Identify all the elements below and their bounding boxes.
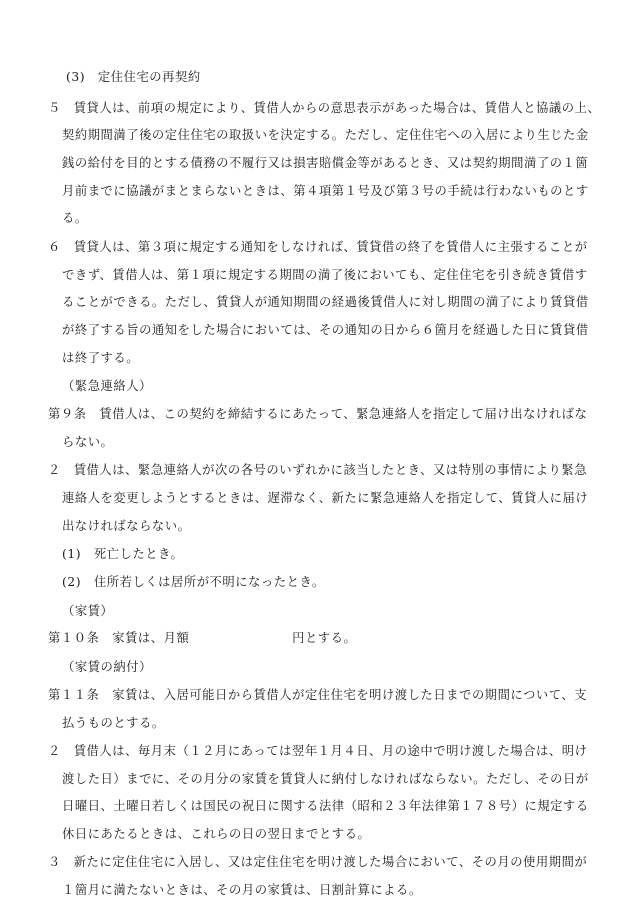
item-1-death: (1) 死亡したとき。 [62, 547, 184, 561]
item-3-heading: (3) 定住住宅の再契約 [66, 70, 201, 84]
article-10-line: 第１０条 家賃は、月額 円とする。 [48, 631, 357, 645]
para-6-line-1: ６ 賃貸人は、第３項に規定する通知をしなければ、賃貸借の終了を賃借人に主張することが [48, 240, 588, 254]
para-5-line-1: ５ 賃貸人は、前項の規定により、賃借人からの意思表示があった場合は、賃借人と協議の上、 [48, 101, 601, 115]
article-11-para-2-line-1: ２ 賃借人は、毎月末（１２月にあっては翌年１月４日、月の途中で明け渡した場合は、明け [48, 744, 588, 758]
para-6-line-5: は終了する。 [62, 351, 140, 365]
para-6-line-2: できず、賃借人は、第１項に規定する期間の満了後においても、定住住宅を引き続き賃借す [62, 268, 588, 282]
para-5-line-2: 契約期間満了後の定住住宅の取扱いを決定する。ただし、定住住宅への入居により生じた金 [62, 128, 589, 142]
article-11-para-3-line-2: １箇月に満たないときは、その月の家賃は、日割計算による。 [62, 883, 422, 897]
para-6-line-4: が終了する旨の通知をした場合においては、その通知の日から６箇月を経過した日に賃貸借 [62, 323, 589, 337]
article-11-para-2-line-3: 日曜日、土曜日若しくは国民の祝日に関する法律（昭和２３年法律第１７８号）に規定する [62, 799, 589, 813]
heading-rent-payment: （家賃の納付） [62, 660, 152, 674]
article-9-line-1: 第９条 賃借人は、この契約を締結するにあたって、緊急連絡人を指定して届け出なければな [48, 407, 588, 421]
heading-rent: （家賃） [62, 604, 114, 618]
para-5-line-4: 月前までに協議がまとまらないときは、第４項第１号及び第３号の手続は行わないものとす [62, 184, 589, 198]
heading-emergency-contact: （緊急連絡人） [62, 379, 152, 393]
article-9-para-2-line-3: 出なければならない。 [62, 519, 191, 533]
article-11-line-1: 第１１条 家賃は、入居可能日から賃借人が定住住宅を明け渡した日までの期間について、支 [48, 688, 588, 702]
article-11-para-2-line-2: 渡した日）までに、その月分の家賃を賃貸人に納付しなければならない。ただし、その日が [62, 772, 589, 786]
para-5-line-3: 銭の給付を目的とする債務の不履行又は損害賠償金等があるとき、又は契約期間満了の１箇 [62, 156, 589, 170]
article-11-para-2-line-4: 休日にあたるときは、これらの日の翌日までとする。 [62, 827, 371, 841]
article-11-para-3-line-1: ３ 新たに定住住宅に入居し、又は定住住宅を明け渡した場合において、その月の使用期間が [48, 855, 588, 869]
article-11-line-2: 払うものとする。 [62, 716, 165, 730]
article-9-line-2: らない。 [62, 435, 114, 449]
para-5-line-5: る。 [62, 211, 88, 225]
para-6-line-3: ることができる。ただし、賃貸人が通知期間の経過後賃借人に対し期間の満了により賃貸借 [62, 295, 589, 309]
article-9-para-2-line-2: 連絡人を変更しようとするときは、遅滞なく、新たに緊急連絡人を指定して、賃貸人に届け [62, 491, 589, 505]
article-9-para-2-line-1: ２ 賃借人は、緊急連絡人が次の各号のいずれかに該当したとき、又は特別の事情により緊急 [48, 463, 588, 477]
item-2-address-unknown: (2) 住所若しくは居所が不明になったとき。 [62, 575, 325, 589]
